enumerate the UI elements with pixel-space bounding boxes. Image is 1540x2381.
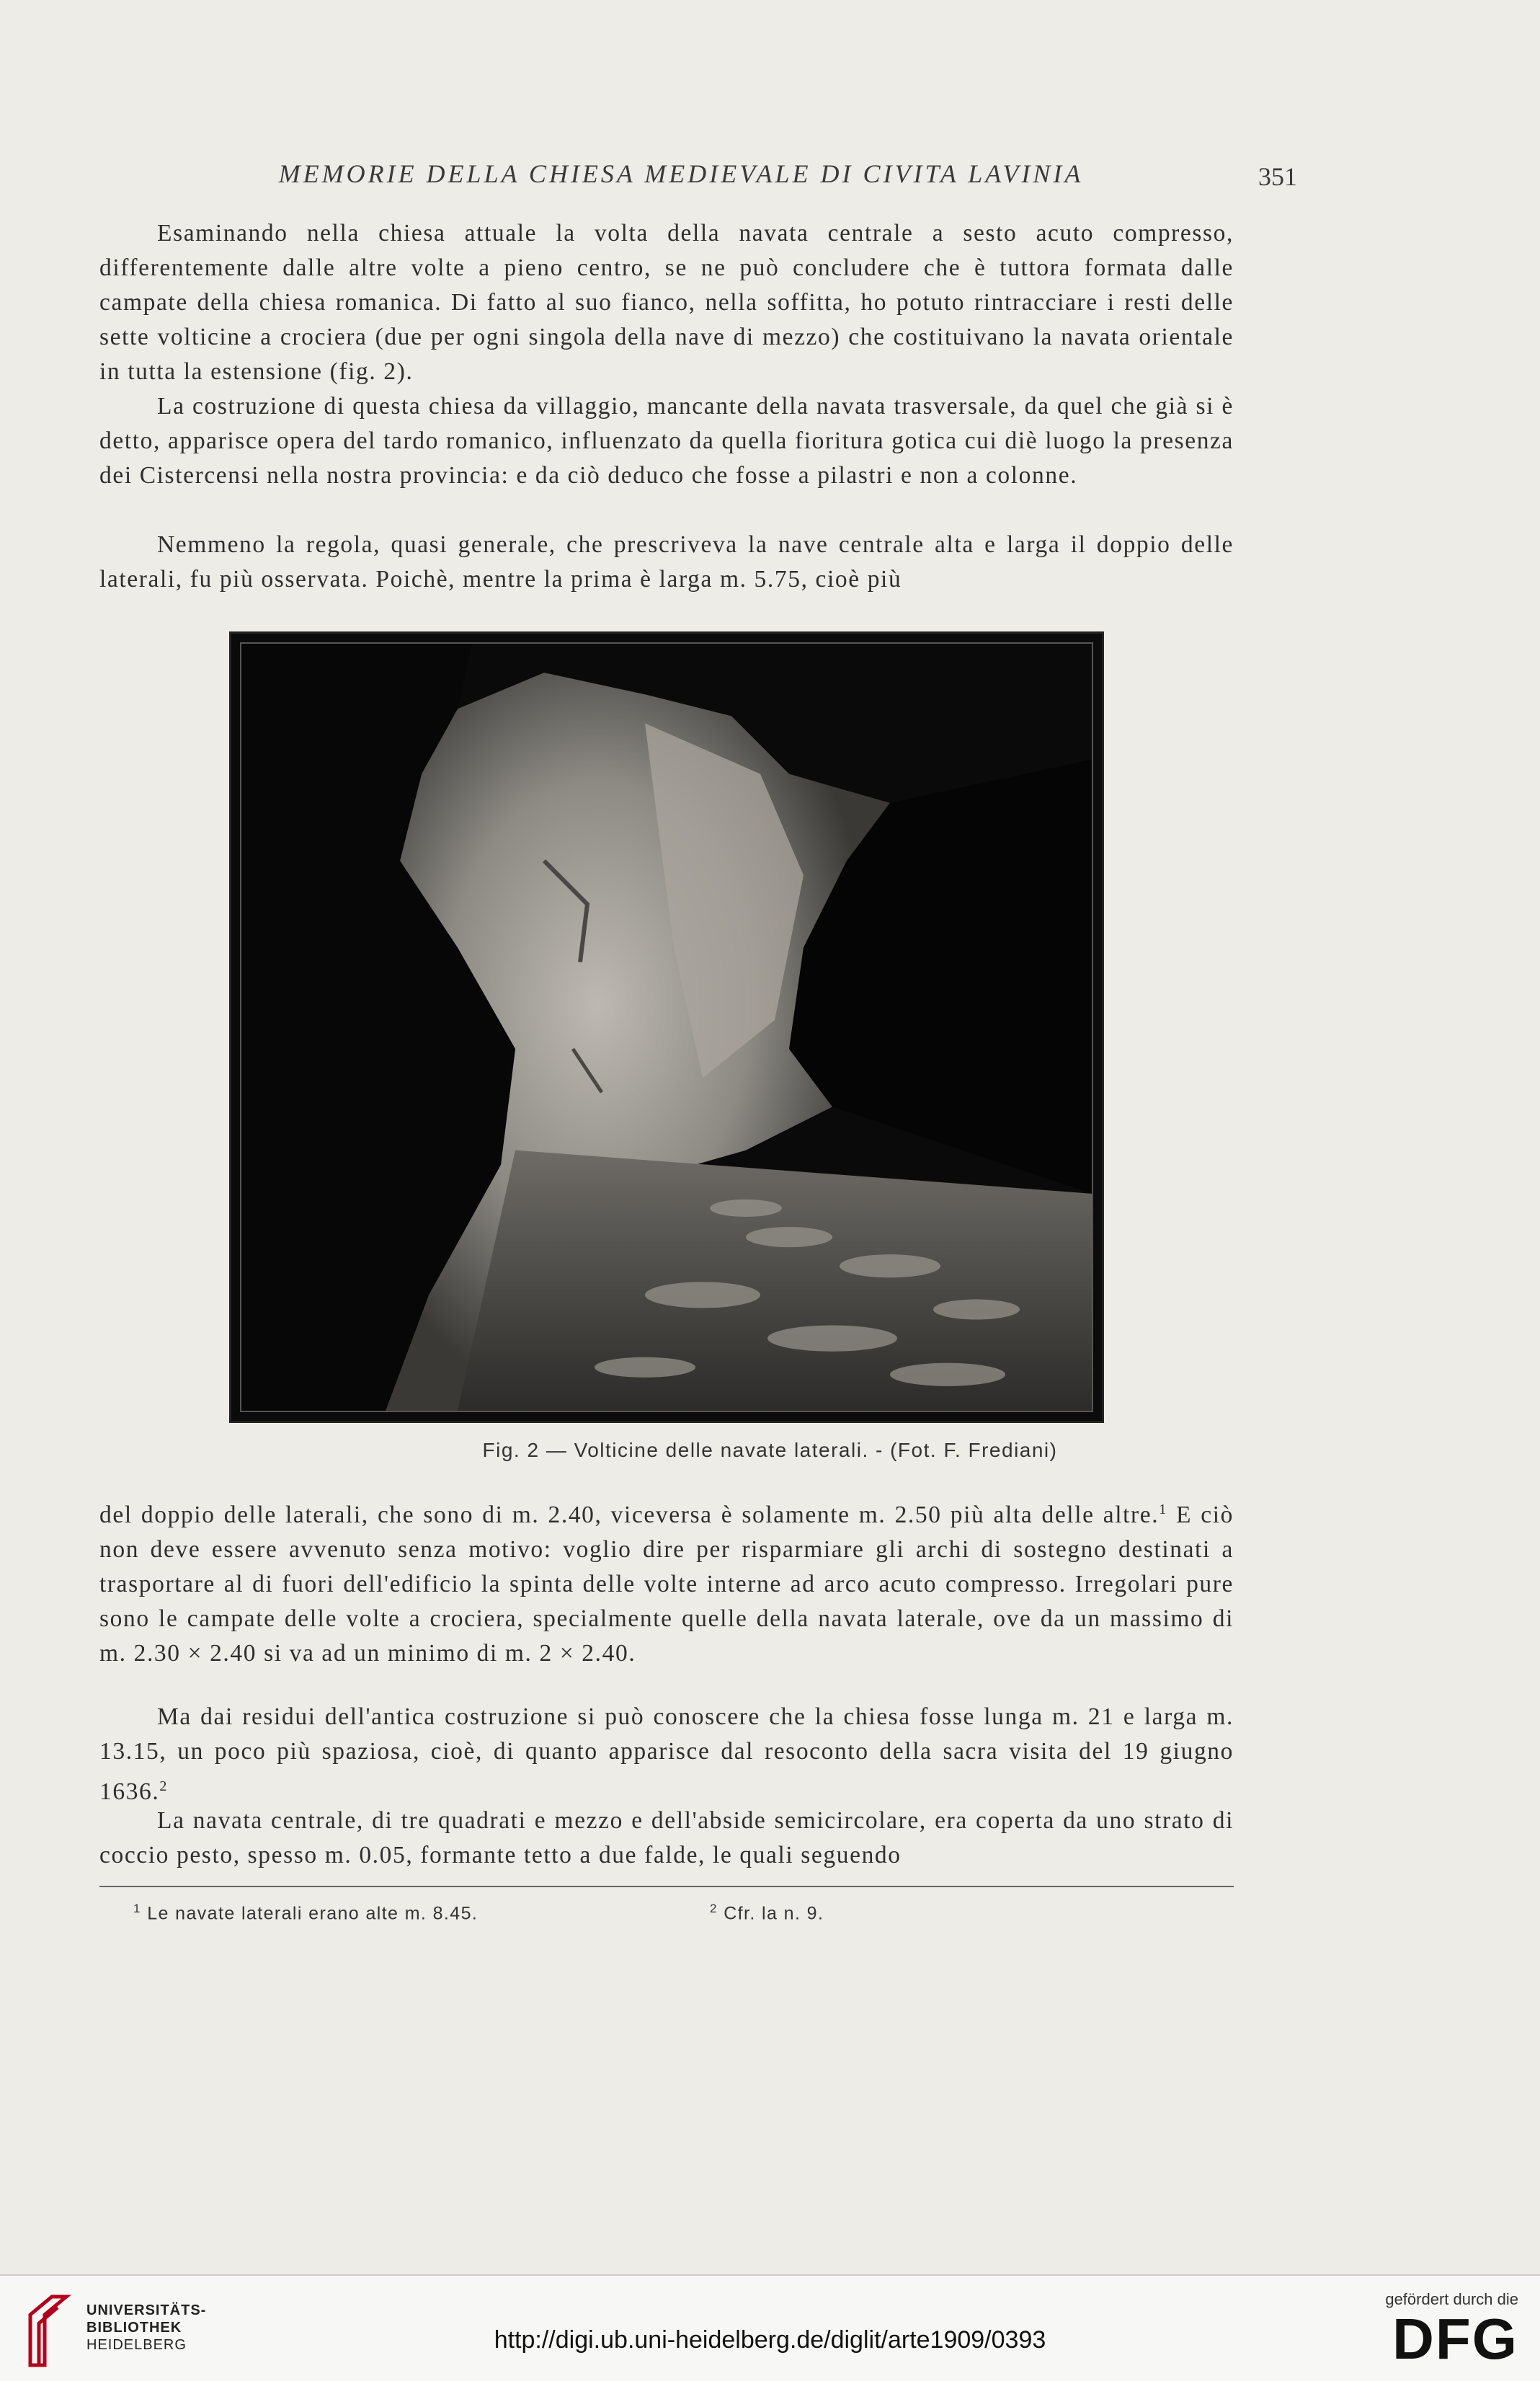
footnote-1	[133, 1902, 478, 1924]
page-header	[220, 159, 1297, 195]
footnote-ref-1: 1	[1159, 1502, 1167, 1517]
paragraph-6: La navata centrale, di tre quadrati e mezzo e dell'abside semicircolare, era coperta da uno strato di coccio pesto, spesso m. 0.05, formante tetto a due falde, le quali seguendo	[99, 1807, 1234, 1868]
figure-photo-frame	[229, 631, 1104, 1423]
figure-caption: Fig. 2 — Volticine delle navate laterali. - (Fot. F. Frediani)	[482, 1439, 1058, 1461]
sponsor-block	[1385, 2290, 1518, 2369]
paragraph-4-part-2: E ciò non deve essere avvenuto senza motivo: voglio dire per risparmiare gli archi di sostegno destinati a trasportare al di fuori dell'edificio la spinta delle volte interne ad arco acuto compresso. Irregolari pure sono le campate delle volte a crociera, specialmente quelle della navata laterale, ove da un massimo di m. 2.30 × 2.40 si va ad un minimo di m. 2 × 2.40.	[99, 1502, 1234, 1667]
footnotes	[133, 1902, 1214, 1930]
dfg-logo: DFG	[1392, 2307, 1518, 2371]
source-url-link[interactable]: http://digi.ub.uni-heidelberg.de/diglit/arte1909/0393	[494, 2326, 1046, 2354]
page-number: 351	[1258, 162, 1297, 191]
paragraph-4-part-1: del doppio delle laterali, che sono di m. 2.40, viceversa è solamente m. 2.50 più alta delle altre.	[99, 1502, 1160, 1529]
running-title: MEMORIE DELLA CHIESA MEDIEVALE DI CIVITA LAVINIA	[278, 159, 1084, 188]
library-name-line-2: BIBLIOTHEK	[86, 2320, 182, 2336]
footnote-2-mark: 2	[710, 1902, 718, 1915]
paragraph-3: Nemmeno la regola, quasi generale, che prescriveva la nave centrale alta e larga il doppio delle laterali, fu più osservata. Poichè, mentre la prima è larga m. 5.75, cioè più	[99, 531, 1234, 593]
library-name-line-1: UNIVERSITÄTS-	[86, 2302, 207, 2318]
digitization-footer	[0, 2274, 1540, 2381]
footnote-2-text: Cfr. la n. 9.	[724, 1903, 824, 1924]
photo-illustration	[241, 644, 1092, 1411]
footnote-divider	[99, 1886, 1234, 1887]
sponsor-label: gefördert durch die	[1385, 2290, 1518, 2308]
library-name-line-3: HEIDELBERG	[86, 2337, 187, 2353]
paragraph-5-text: Ma dai residui dell'antica costruzione si può conoscere che la chiesa fosse lunga m. 21 e larga m. 13.15, un poco più spaziosa, cioè, di quanto apparisce dal resoconto della sacra visita del 19 giugno 1636.	[99, 1703, 1234, 1806]
footnote-1-mark: 1	[133, 1902, 141, 1915]
footnote-ref-2: 2	[159, 1778, 168, 1794]
paragraph-2: La costruzione di questa chiesa da villaggio, mancante della navata trasversale, da quel che già si è detto, apparisce opera del tardo romanico, influenzato da quella fioritura gotica cui diè luogo la presenza dei Cistercensi nella nostra provincia: e da ciò deduco che fosse a pilastri e non a colonne.	[99, 393, 1234, 489]
footnote-1-text: Le navate laterali erano alte m. 8.45.	[147, 1903, 479, 1924]
vault-photograph	[240, 642, 1093, 1412]
footnote-2	[710, 1902, 824, 1924]
paragraph-4	[99, 1492, 1234, 1671]
paragraph-1: Esaminando nella chiesa attuale la volta della navata centrale a sesto acuto compresso, differentemente dalle altre volte a pieno centro, se ne può concludere che è tuttora formata dalle campate della chiesa romanica. Di fatto al suo fianco, nella soffitta, ho potuto rintracciare i resti delle sette volticine a crociera (due per ogni singola della nave di mezzo) che costituivano la navata orientale in tutta la estensione (fig. 2).	[99, 220, 1234, 385]
paragraph-5	[99, 1700, 1234, 1809]
